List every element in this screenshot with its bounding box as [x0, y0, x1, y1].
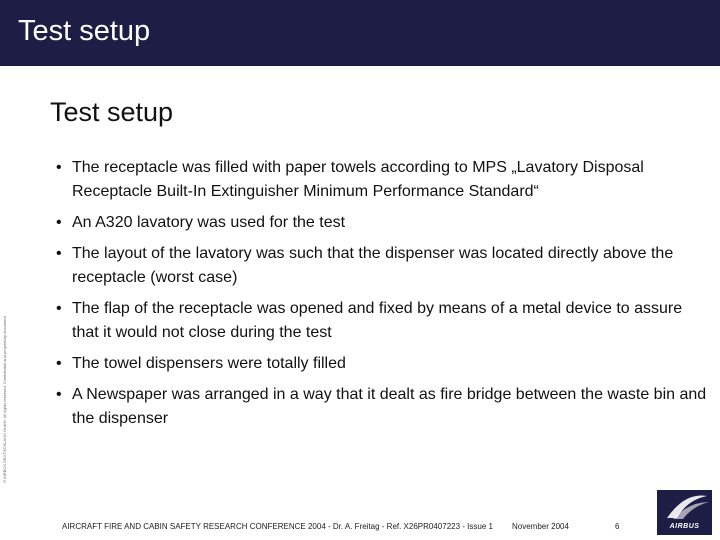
title-bar-text: Test setup [18, 15, 151, 47]
bullet-text: The towel dispensers were totally filled [72, 355, 346, 372]
bullet-icon: • [56, 300, 62, 317]
title-bar [0, 0, 720, 66]
bullet-icon: • [56, 386, 62, 403]
airbus-wing-icon [657, 490, 712, 524]
bullet-item [50, 211, 710, 235]
bullet-item [50, 242, 710, 290]
bullet-list [50, 156, 710, 438]
bullet-item [50, 297, 710, 345]
slide-heading: Test setup [50, 97, 174, 127]
bullet-item [50, 383, 710, 431]
bullet-icon: • [56, 159, 62, 176]
page-number: 6 [615, 522, 620, 531]
confidentiality-note: © AIRBUS DEUTSCHLAND GmbH. All rights reserved. Confidential and proprietary document. [2, 315, 7, 483]
bullet-text: The layout of the lavatory was such that the dispenser was located directly above the receptacle (worst case) [72, 245, 674, 286]
bullet-icon: • [56, 355, 62, 372]
bullet-item [50, 352, 710, 376]
bullet-icon: • [56, 214, 62, 231]
footer-conference: AIRCRAFT FIRE AND CABIN SAFETY RESEARCH CONFERENCE 2004 - Dr. A. Freitag - Ref. X26PR0407223 - Issue 1 [62, 522, 493, 531]
bullet-text: A Newspaper was arranged in a way that it dealt as fire bridge between the waste bin and the dispenser [72, 386, 707, 427]
bullet-text: An A320 lavatory was used for the test [72, 214, 346, 231]
bullet-text: The receptacle was filled with paper towels according to MPS „Lavatory Disposal Receptacle Built-In Extinguisher Minimum Performance Standard“ [72, 159, 644, 200]
logo-wordmark: AIRBUS [669, 523, 700, 530]
bullet-item [50, 156, 710, 204]
bullet-text: The flap of the receptacle was opened and fixed by means of a metal device to assure that it would not close during the test [72, 300, 683, 341]
airbus-logo [657, 490, 712, 535]
footer-date: November 2004 [512, 522, 569, 531]
bullet-icon: • [56, 245, 62, 262]
